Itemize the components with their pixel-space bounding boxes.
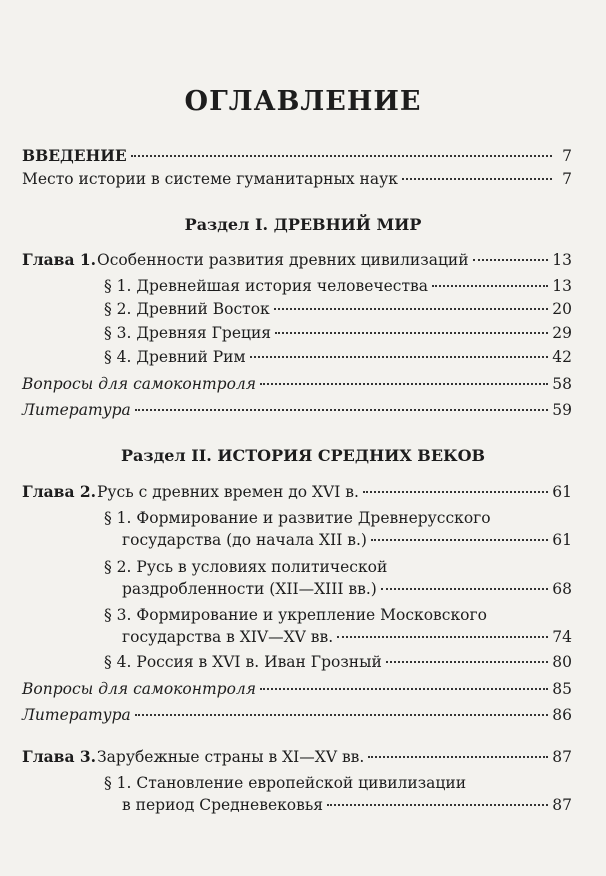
dot-leader: [386, 661, 548, 663]
page-number: 61: [552, 483, 572, 501]
page-number: 87: [552, 796, 572, 814]
bleed-through: [0, 8, 606, 23]
toc-chapter-1: [22, 249, 572, 271]
dot-leader: [274, 308, 549, 310]
page-number: 80: [552, 653, 572, 671]
toc-questions-1: [22, 373, 572, 395]
dot-leader: [260, 688, 548, 690]
page-number: 59: [552, 401, 572, 419]
dot-leader: [135, 409, 548, 411]
page-number: 68: [552, 580, 572, 598]
paragraph-line-1: § 1. Становление европейской цивилизации: [104, 774, 467, 792]
page-number: 87: [552, 748, 572, 766]
page-number: 20: [552, 300, 572, 318]
literature-title: Литература: [22, 401, 131, 419]
questions-title: Вопросы для самоконтроля: [22, 680, 257, 698]
toc-chapter-3: [22, 746, 572, 768]
page-number: 85: [552, 680, 572, 698]
paragraph-line-2: государства (до начала XII в.): [122, 531, 367, 549]
section-1-title: Раздел I. ДРЕВНИЙ МИР: [184, 215, 422, 234]
page-number: 29: [552, 324, 572, 342]
intro-item-title: Место истории в системе гуманитарных наук: [22, 170, 398, 188]
toc-paragraph-2line: [104, 507, 572, 551]
toc-literature-2: [22, 704, 572, 726]
page-number: 7: [562, 170, 572, 188]
page-number: 42: [552, 348, 572, 366]
dot-leader: [473, 259, 549, 261]
paragraph-line-2-row: [104, 578, 572, 600]
paragraph-title: § 4. Древний Рим: [104, 348, 246, 366]
paragraph-line-2-row: [104, 794, 572, 816]
page-number: 61: [552, 531, 572, 549]
toc-intro-item: [22, 168, 572, 190]
paragraph-title: § 2. Древний Восток: [104, 300, 270, 318]
page-number: 86: [552, 706, 572, 724]
chapter-title: Зарубежные страны в XI—XV вв.: [97, 748, 365, 766]
toc-paragraph-2line: [104, 604, 572, 648]
dot-leader: [250, 356, 549, 358]
page-number: 74: [552, 628, 572, 646]
paragraph-line-2: в период Средневековья: [122, 796, 324, 814]
dot-leader: [275, 332, 548, 334]
toc-literature-1: [22, 399, 572, 421]
dot-leader: [402, 178, 552, 180]
toc-paragraph: [104, 298, 572, 320]
dot-leader: [131, 155, 552, 157]
literature-title: Литература: [22, 706, 131, 724]
section-2-title: Раздел II. ИСТОРИЯ СРЕДНИХ ВЕКОВ: [120, 446, 486, 465]
chapter-title: Особенности развития древних цивилизаций: [97, 251, 469, 269]
dot-leader: [432, 285, 548, 287]
toc-paragraph: [104, 275, 572, 297]
page-number: 7: [562, 147, 572, 165]
paragraph-title: § 1. Древнейшая история человечества: [104, 277, 429, 295]
toc-intro-heading: [22, 145, 572, 167]
toc-paragraph: [104, 322, 572, 344]
toc-paragraph: [104, 346, 572, 368]
chapter-label: Глава 2.: [22, 482, 97, 501]
page-title: ОГЛАВЛЕНИЕ: [184, 86, 422, 117]
dot-leader: [337, 636, 548, 638]
intro-heading: ВВЕДЕНИЕ: [22, 146, 127, 165]
dot-leader: [260, 383, 548, 385]
toc-paragraph: [104, 651, 572, 673]
chapter-title: Русь с древних времен до XVI в.: [97, 483, 359, 501]
page-number: 13: [552, 251, 572, 269]
dot-leader: [327, 804, 548, 806]
paragraph-title: § 3. Древняя Греция: [104, 324, 272, 342]
dot-leader: [363, 491, 548, 493]
paragraph-line-2-row: [104, 626, 572, 648]
dot-leader: [135, 714, 548, 716]
toc-paragraph-2line: [104, 556, 572, 600]
paragraph-title: § 4. Россия в XVI в. Иван Грозный: [104, 653, 382, 671]
chapter-label: Глава 3.: [22, 747, 97, 766]
toc-questions-2: [22, 678, 572, 700]
paragraph-line-2: государства в XIV—XV вв.: [122, 628, 334, 646]
paragraph-line-1: § 2. Русь в условиях политической: [104, 558, 388, 576]
toc-paragraph-2line: [104, 772, 572, 816]
dot-leader: [368, 756, 548, 758]
paragraph-line-2: раздробленности (XII—XIII вв.): [122, 580, 377, 598]
page-number: 58: [552, 375, 572, 393]
paragraph-line-1: § 3. Формирование и укрепление Московского: [104, 606, 487, 624]
dot-leader: [371, 539, 548, 541]
questions-title: Вопросы для самоконтроля: [22, 375, 257, 393]
paragraph-line-1: § 1. Формирование и развитие Древнерусского: [104, 509, 491, 527]
page-number: 13: [552, 277, 572, 295]
dot-leader: [381, 588, 548, 590]
paragraph-line-2-row: [104, 529, 572, 551]
chapter-label: Глава 1.: [22, 250, 97, 269]
toc-chapter-2: [22, 481, 572, 503]
